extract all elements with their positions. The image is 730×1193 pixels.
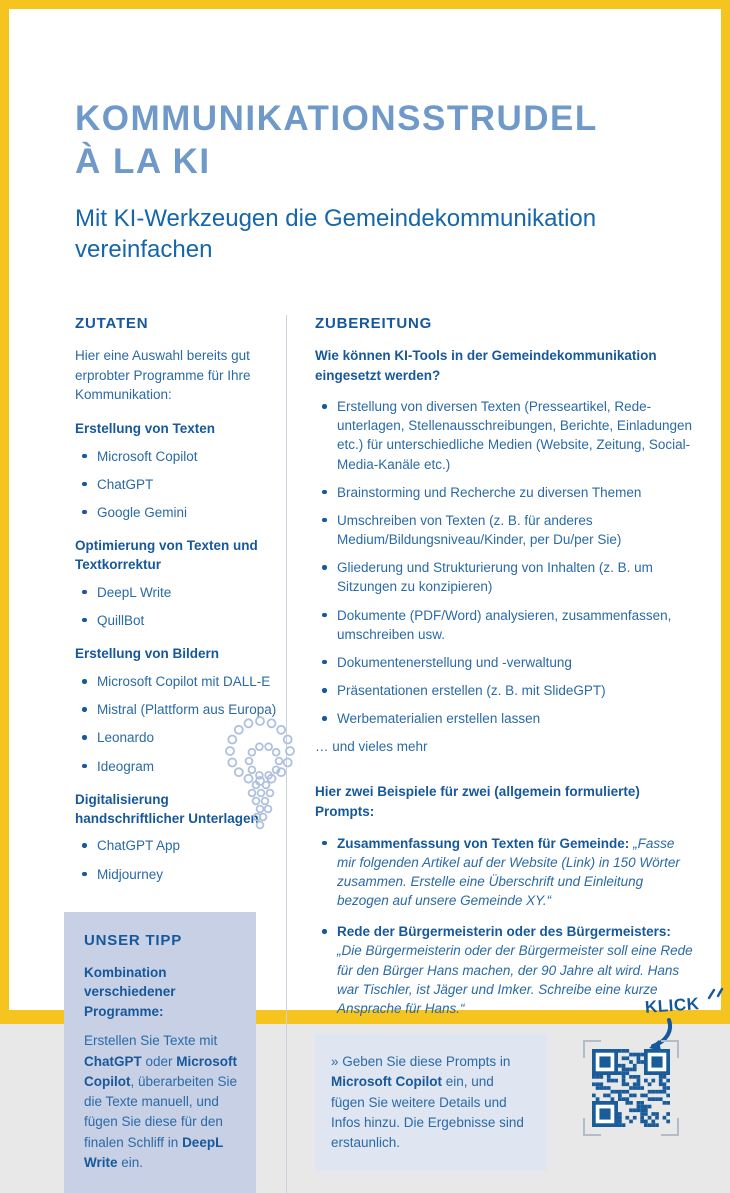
- list-item: Google Gemini: [75, 503, 278, 522]
- page-header: [75, 97, 661, 265]
- more-line: … und vieles mehr: [315, 739, 428, 755]
- group-title-optimierung: Optimierung von Texten und Textkorrektur: [75, 538, 258, 572]
- prompt-quote: „Fasse mir folgenden Artikel auf der Website (Link) in 150 Wörter zusammen. Erstelle eine Überschrift und Einleitung bezogen auf unsere Gemeinde XY.“: [337, 835, 680, 909]
- qr-code: [592, 1049, 670, 1127]
- prompt-label: Rede der Bürgermeisterin oder des Bürgermeisters:: [337, 924, 671, 940]
- group-list-texte: [75, 447, 278, 522]
- list-item: Mistral (Plattform aus Europa): [75, 700, 278, 719]
- klick-label: KLICK: [644, 994, 701, 1017]
- prompt-quote: „Die Bürgermeisterin oder der Bürgermeister soll eine Rede für den Bürger Hans machen, der 90 Jahre alt wird. Hans war Tischler, ist Jäger und Imker. Schreibe eine kurze Ansprache für Hans.“: [337, 943, 693, 1016]
- list-item: ChatGPT: [75, 475, 278, 494]
- group-list-digitalisierung: [75, 836, 278, 883]
- list-item: Microsoft Copilot: [75, 447, 278, 466]
- prompt-item: [315, 834, 693, 911]
- tip-text-segment: ein.: [117, 1154, 144, 1170]
- prompt-label: Zusammenfassung von Texten für Gemeinde:: [337, 835, 630, 851]
- tip-text-segment: Erstellen Sie Texte mit: [84, 1033, 218, 1049]
- cta-text-segment: ein, und fügen Sie weitere Details und Infos hinzu. Die Ergebnisse sind erstaunlich.: [331, 1074, 524, 1150]
- list-item: Midjourney: [75, 865, 278, 884]
- zubereitung-column: [287, 315, 701, 1193]
- prompts-heading: Hier zwei Beispiele für zwei (allgemein formulierte) Prompts:: [315, 784, 640, 820]
- sparkle-icon: [705, 984, 725, 1007]
- list-item: Präsentationen erstellen (z. B. mit SlideGPT): [315, 681, 693, 700]
- qr-area: [583, 994, 701, 1136]
- group-title-digitalisierung: Digitalisierung handschriftlicher Unterlagen: [75, 791, 259, 826]
- tip-body: [84, 1031, 242, 1173]
- page-title: [75, 97, 661, 183]
- cta-box: [315, 1034, 547, 1171]
- list-item: Dokumente (PDF/Word) analysieren, zusammenfassen, umschreiben usw.: [315, 606, 693, 644]
- tip-text-segment: , überarbeiten Sie die Texte manuell, und fügen Sie diese für den finalen Schliff in: [84, 1073, 238, 1150]
- zutaten-intro: Hier eine Auswahl bereits gut erprobter Programme für Ihre Kommunikation:: [75, 348, 251, 403]
- prompt-item: [315, 922, 693, 1018]
- list-item: Leonardo: [75, 728, 278, 747]
- tip-box: [64, 912, 256, 1193]
- cta-text-copilot: Microsoft Copilot: [331, 1074, 442, 1090]
- cta-text-segment: » Geben Sie diese Prompts in: [331, 1054, 511, 1069]
- group-title-texte: Erstellung von Texten: [75, 420, 216, 436]
- list-item: Erstellung von diversen Texten (Presseartikel, Rede-unterlagen, Stellenausschreibungen, Berichte, Einladungen etc.) für unterschiedliche Medien (Website, Zeitung, Social-Media-Kanäle etc.): [315, 397, 693, 474]
- tip-heading: UNSER TIPP: [84, 931, 183, 949]
- content-columns: [75, 315, 701, 1193]
- list-item: Werbematerialien erstellen lassen: [315, 709, 693, 728]
- tip-text-segment: oder: [141, 1053, 177, 1069]
- list-item: Brainstorming und Recherche zu diversen Themen: [315, 483, 693, 502]
- tip-subheading: Kombination verschiedener Programme:: [84, 964, 176, 1019]
- list-item: Dokumentenerstellung und -verwaltung: [315, 653, 693, 672]
- tip-text-deepl: DeepL Write: [84, 1134, 224, 1170]
- zubereitung-list: [315, 397, 693, 728]
- list-item: ChatGPT App: [75, 836, 278, 855]
- page-title-line2: À LA KI: [75, 142, 211, 181]
- page-subtitle: Mit KI-Werkzeugen die Gemeindekommunikation vereinfachen: [75, 205, 597, 263]
- list-item: Gliederung und Strukturierung von Inhalten (z. B. um Sitzungen zu konzipieren): [315, 558, 693, 596]
- list-item: Ideogram: [75, 757, 278, 776]
- list-item: Umschreiben von Texten (z. B. für anderes Medium/Bildungsniveau/Kinder, per Du/per Sie): [315, 511, 693, 549]
- page-title-line1: KOMMUNIKATIONSSTRUDEL: [75, 99, 598, 138]
- group-list-optimierung: [75, 583, 278, 630]
- tip-text-copilot: Microsoft Copilot: [84, 1053, 238, 1089]
- bottom-row: [315, 994, 701, 1171]
- list-item: QuillBot: [75, 611, 278, 630]
- group-title-bilder: Erstellung von Bildern: [75, 646, 220, 662]
- list-item: Microsoft Copilot mit DALL-E: [75, 672, 278, 691]
- zubereitung-heading: ZUBEREITUNG: [315, 315, 433, 332]
- zutaten-heading: ZUTATEN: [75, 315, 149, 332]
- zubereitung-question: Wie können KI-Tools in der Gemeindekommunikation eingesetzt werden?: [315, 348, 657, 383]
- tip-text-chatgpt: ChatGPT: [84, 1053, 142, 1069]
- list-item: DeepL Write: [75, 583, 278, 602]
- prompts-list: [315, 834, 693, 1018]
- lightbulb-chain-doodle-icon: [210, 709, 314, 842]
